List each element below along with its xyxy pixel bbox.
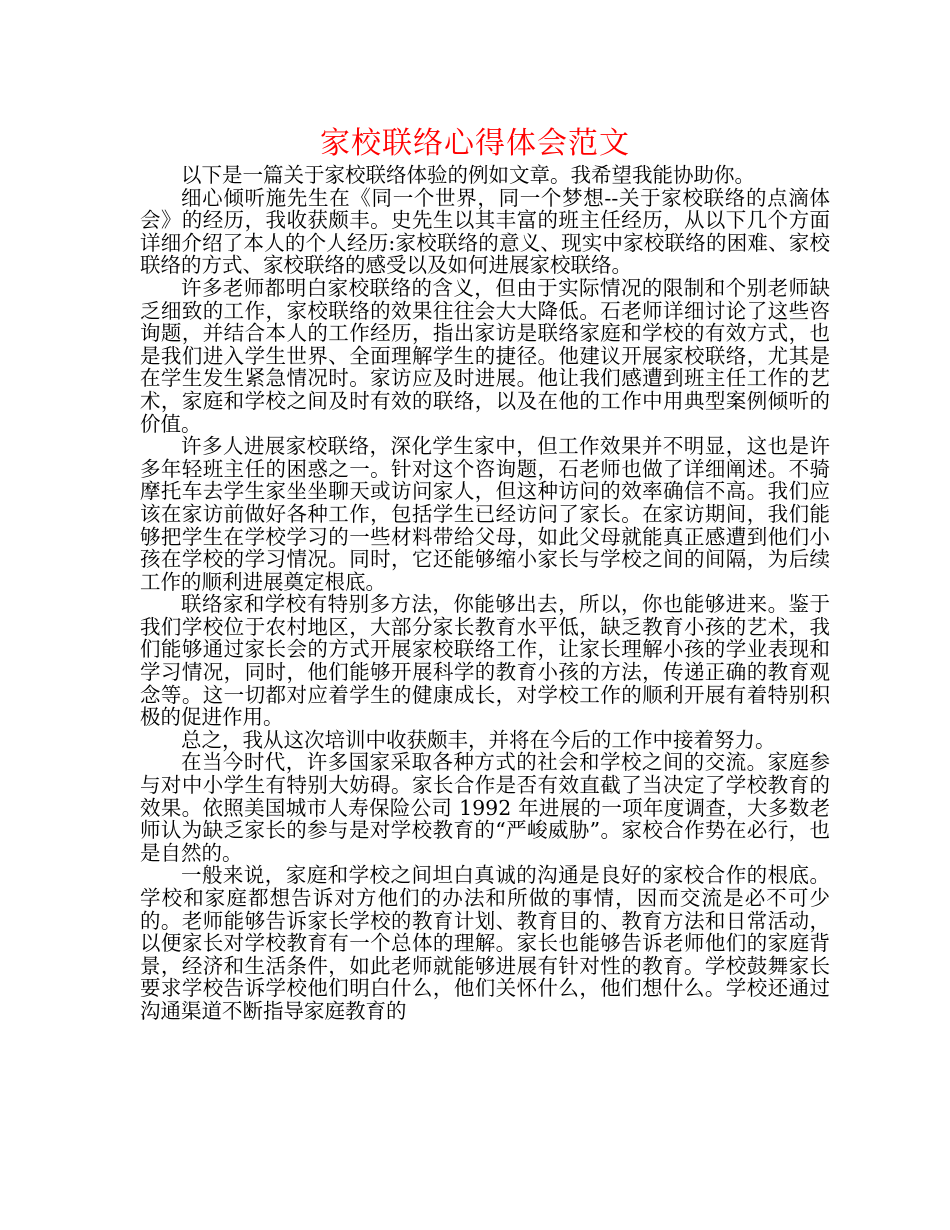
- paragraph: 许多人进展家校联络，深化学生家中，但工作效果并不明显，这也是许多年轻班主任的困惑之一。针对这个咨询题，石老师也做了详细阐述。不骑摩托车去学生家坐坐聊天或访问家人，但这种访问的效率确信不高。我们应该在家访前做好各种工作，包括学生已经访问了家长。在家访期间，我们能够把学生在学校学习的一些材料带给父母，如此父母就能真正感遭到他们小孩在学校的学习情况。同时，它还能够缩小家长与学校之间的间隔，为后续工作的顺利进展奠定根底。: [140, 434, 830, 594]
- paragraph: 联络家和学校有特别多方法，你能够出去，所以，你也能够进来。鉴于我们学校位于农村地区，大部分家长教育水平低，缺乏教育小孩的艺术，我们能够通过家长会的方式开展家校联络工作，让家长理解小孩的学业表现和学习情况，同时，他们能够开展科学的教育小孩的方法，传递正确的教育观念等。这一切都对应着学生的健康成长，对学校工作的顺利开展有着特别积极的促进作用。: [140, 592, 830, 730]
- paragraph: 总之，我从这次培训中收获颇丰，并将在今后的工作中接着努力。: [181, 727, 776, 752]
- document-title: 家校联络心得体会范文: [320, 126, 630, 161]
- paragraph: 一般来说，家庭和学校之间坦白真诚的沟通是良好的家校合作的根底。学校和家庭都想告诉对方他们的办法和所做的事情，因而交流是必不可少的。老师能够告诉家长学校的教育计划、教育目的、教育方法和日常活动，以便家长对学校教育有一个总体的理解。家长也能够告诉老师他们的家庭背景，经济和生活条件，如此老师就能够进展有针对性的教育。学校鼓舞家长要求学校告诉学校他们明白什么，他们关怀什么，他们想什么。学校还通过沟通渠道不断指导家庭教育的: [140, 863, 830, 1023]
- paragraph-intro: 以下是一篇关于家校联络体验的例如文章。我希望我能协助你。: [181, 163, 755, 187]
- paragraph: 细心倾听施先生在《同一个世界，同一个梦想--关于家校联络的点滴体会》的经历，我收获颇丰。史先生以其丰富的班主任经历，从以下几个方面详细介绍了本人的个人经历:家校联络的意义、现实中家校联络的困难、家校联络的方式、家校联络的感受以及如何进展家校联络。: [140, 185, 830, 278]
- document-body: [140, 164, 830, 1023]
- paragraph: 在当今时代，许多国家采取各种方式的社会和学校之间的交流。家庭参与对中小学生有特别大妨碍。家长合作是否有效直截了当决定了学校教育的效果。依照美国城市人寿保险公司 1992 年进展的一项年度调查，大多数老师认为缺乏家长的参与是对学校教育的“严峻威胁”。家校合作势在必行，也是自然的。: [140, 750, 830, 865]
- paragraph: 许多老师都明白家校联络的含义，但由于实际情况的限制和个别老师缺乏细致的工作，家校联络的效果往往会大大降低。石老师详细讨论了这些咨询题，并结合本人的工作经历，指出家访是联络家庭和学校的有效方式，也是我们进入学生世界、全面理解学生的捷径。他建议开展家校联络，尤其是在学生发生紧急情况时。家访应及时进展。他让我们感遭到班主任工作的艺术，家庭和学校之间及时有效的联络，以及在他的工作中用典型案例倾听的价值。: [140, 275, 830, 436]
